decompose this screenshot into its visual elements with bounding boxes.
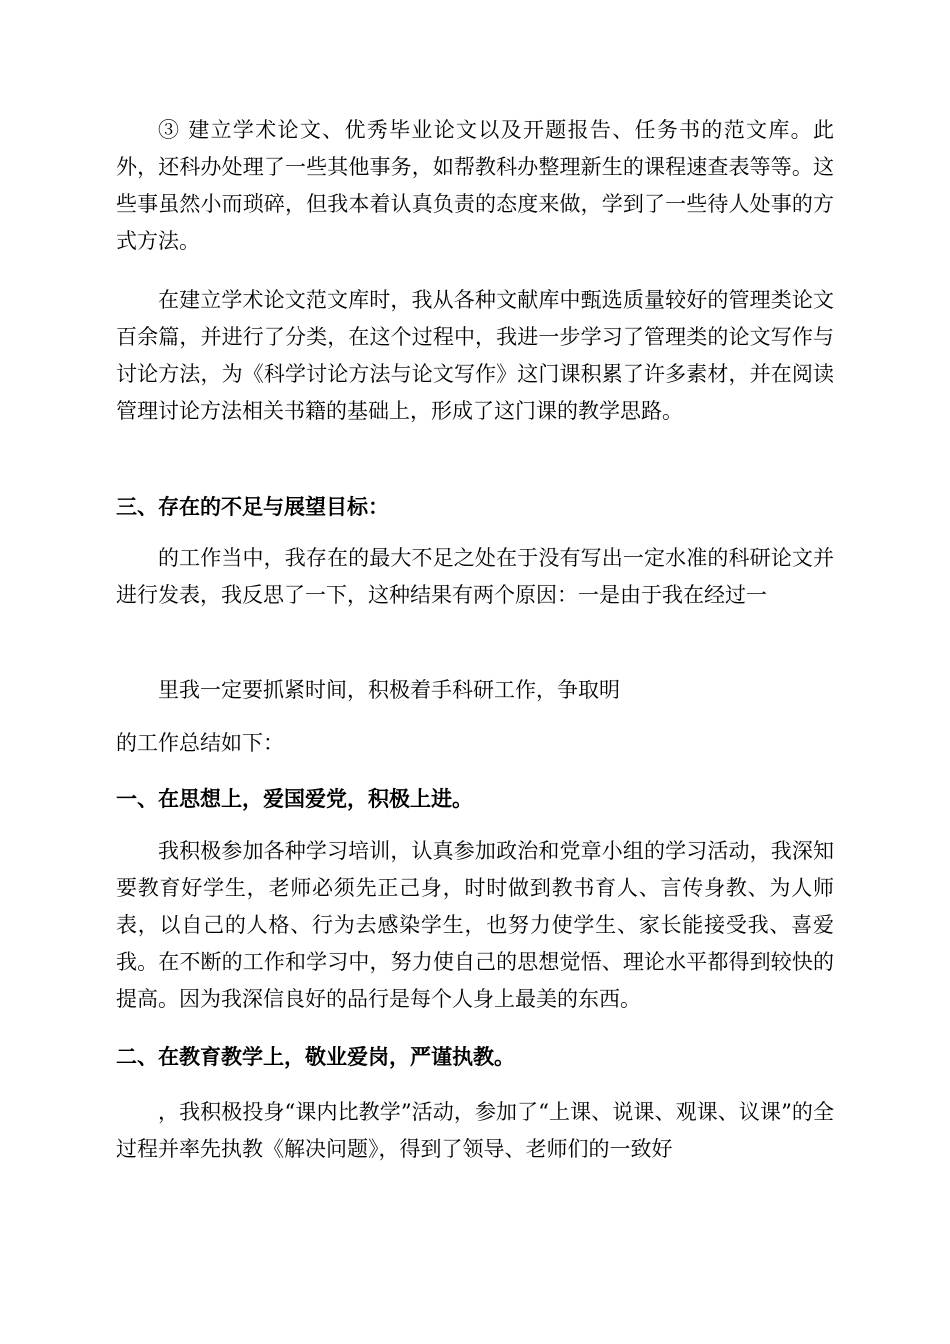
paragraph-research-plan: 里我一定要抓紧时间，积极着手科研工作，争取明 bbox=[158, 678, 620, 702]
heading-shortcomings: 三、存在的不足与展望目标： bbox=[116, 495, 389, 519]
paragraph-paper-library: 在建立学术论文范文库时，我从各种文献库中甄选质量较好的管理类论文百余篇，并进行了分类，在这个过程中，我进一步学习了管理类的论文写作与讨论方法，为《科学讨论方法与论文写作》这门课积累了许多素材，并在阅读管理讨论方法相关书籍的基础上，形成了这门课的教学思路。 bbox=[116, 288, 834, 423]
paragraph-teaching: ，我积极投身“课内比教学”活动，参加了“上课、说课、观课、议课”的全过程并率先执教《解决问题》，得到了领导、老师们的一致好 bbox=[116, 1100, 834, 1161]
heading-teaching: 二、在教育教学上，敬业爱岗，严谨执教。 bbox=[116, 1045, 515, 1069]
paragraph-ideology: 我积极参加各种学习培训，认真参加政治和党章小组的学习活动，我深知要教育好学生，老师必须先正己身，时时做到教书育人、言传身教、为人师表，以自己的人格、行为去感染学生，也努力使学生、家长能接受我、喜爱我。在不断的工作和学习中，努力使自己的思想觉悟、理论水平都得到较快的提高。因为我深信良好的品行是每个人身上最美的东西。 bbox=[116, 839, 834, 1011]
heading-ideology: 一、在思想上，爱国爱党，积极上进。 bbox=[116, 787, 473, 811]
paragraph-summary-intro: 的工作总结如下： bbox=[116, 731, 284, 755]
paragraph-shortcomings: 的工作当中，我存在的最大不足之处在于没有写出一定水准的科研论文并进行发表，我反思了一下，这种结果有两个原因：一是由于我在经过一 bbox=[116, 546, 834, 607]
paragraph-sample-library: ③ 建立学术论文、优秀毕业论文以及开题报告、任务书的范文库。此外，还科办处理了一些其他事务，如帮教科办整理新生的课程速查表等等。这些事虽然小而琐碎，但我本着认真负责的态度来做，学到了一些待人处事的方式方法。 bbox=[116, 118, 834, 253]
